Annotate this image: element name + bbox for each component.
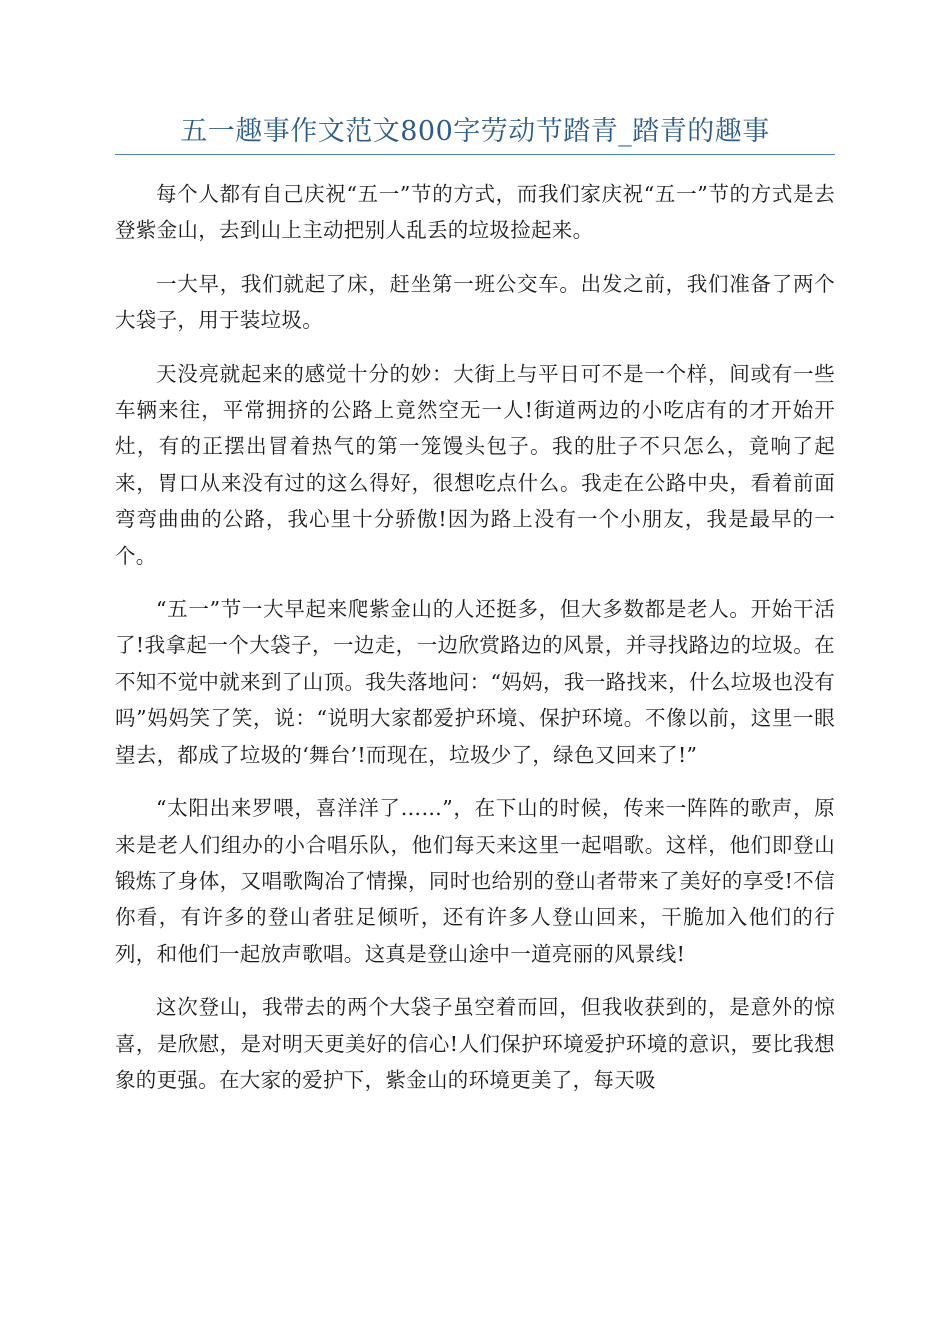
document-title: 五一趣事作文范文800字劳动节踏青_踏青的趣事 (180, 116, 770, 147)
paragraph-4: “五一”节一大早起来爬紫金山的人还挺多，但大多数都是老人。开始干活了!我拿起一个大袋子，一边走，一边欣赏路边的风景，并寻找路边的垃圾。在不知不觉中就来到了山顶。我失落地问：“妈妈，我一路找来，什么垃圾也没有吗”妈妈笑了笑，说：“说明大家都爱护环境、保护环境。不像以前，这里一眼望去，都成了垃圾的‘舞台’!而现在，垃圾少了，绿色又回来了!” (115, 597, 835, 767)
paragraph-3: 天没亮就起来的感觉十分的妙：大街上与平日可不是一个样，间或有一些车辆来往，平常拥挤的公路上竟然空无一人!街道两边的小吃店有的才开始开灶，有的正摆出冒着热气的第一笼馒头包子。我的肚子不只怎么，竟响了起来，胃口从来没有过的这么得好，很想吃点什么。我走在公路中央，看着前面弯弯曲曲的公路，我心里十分骄傲!因为路上没有一个小朋友，我是最早的一个。 (115, 361, 835, 568)
paragraph-5: “太阳出来罗喂，喜洋洋了……”，在下山的时候，传来一阵阵的歌声，原来是老人们组办的小合唱乐队，他们每天来这里一起唱歌。这样，他们即登山锻炼了身体，又唱歌陶冶了情操，同时也给别的登山者带来了美好的享受!不信你看，有许多的登山者驻足倾听，还有许多人登山回来，干脆加入他们的行列，和他们一起放声歌唱。这真是登山途中一道亮丽的风景线! (115, 796, 835, 966)
paragraph-2: 一大早，我们就起了床，赶坐第一班公交车。出发之前，我们准备了两个大袋子，用于装垃圾。 (115, 271, 835, 333)
paragraph-6: 这次登山，我带去的两个大袋子虽空着而回，但我收获到的，是意外的惊喜，是欣慰，是对明天更美好的信心!人们保护环境爱护环境的意识，要比我想象的更强。在大家的爱护下，紫金山的环境更美了，每天吸 (115, 995, 835, 1092)
paragraph-1: 每个人都有自己庆祝“五一”节的方式，而我们家庆祝“五一”节的方式是去登紫金山，去到山上主动把别人乱丢的垃圾捡起来。 (115, 182, 835, 243)
document-body (115, 176, 835, 1115)
title-underline (115, 154, 835, 155)
